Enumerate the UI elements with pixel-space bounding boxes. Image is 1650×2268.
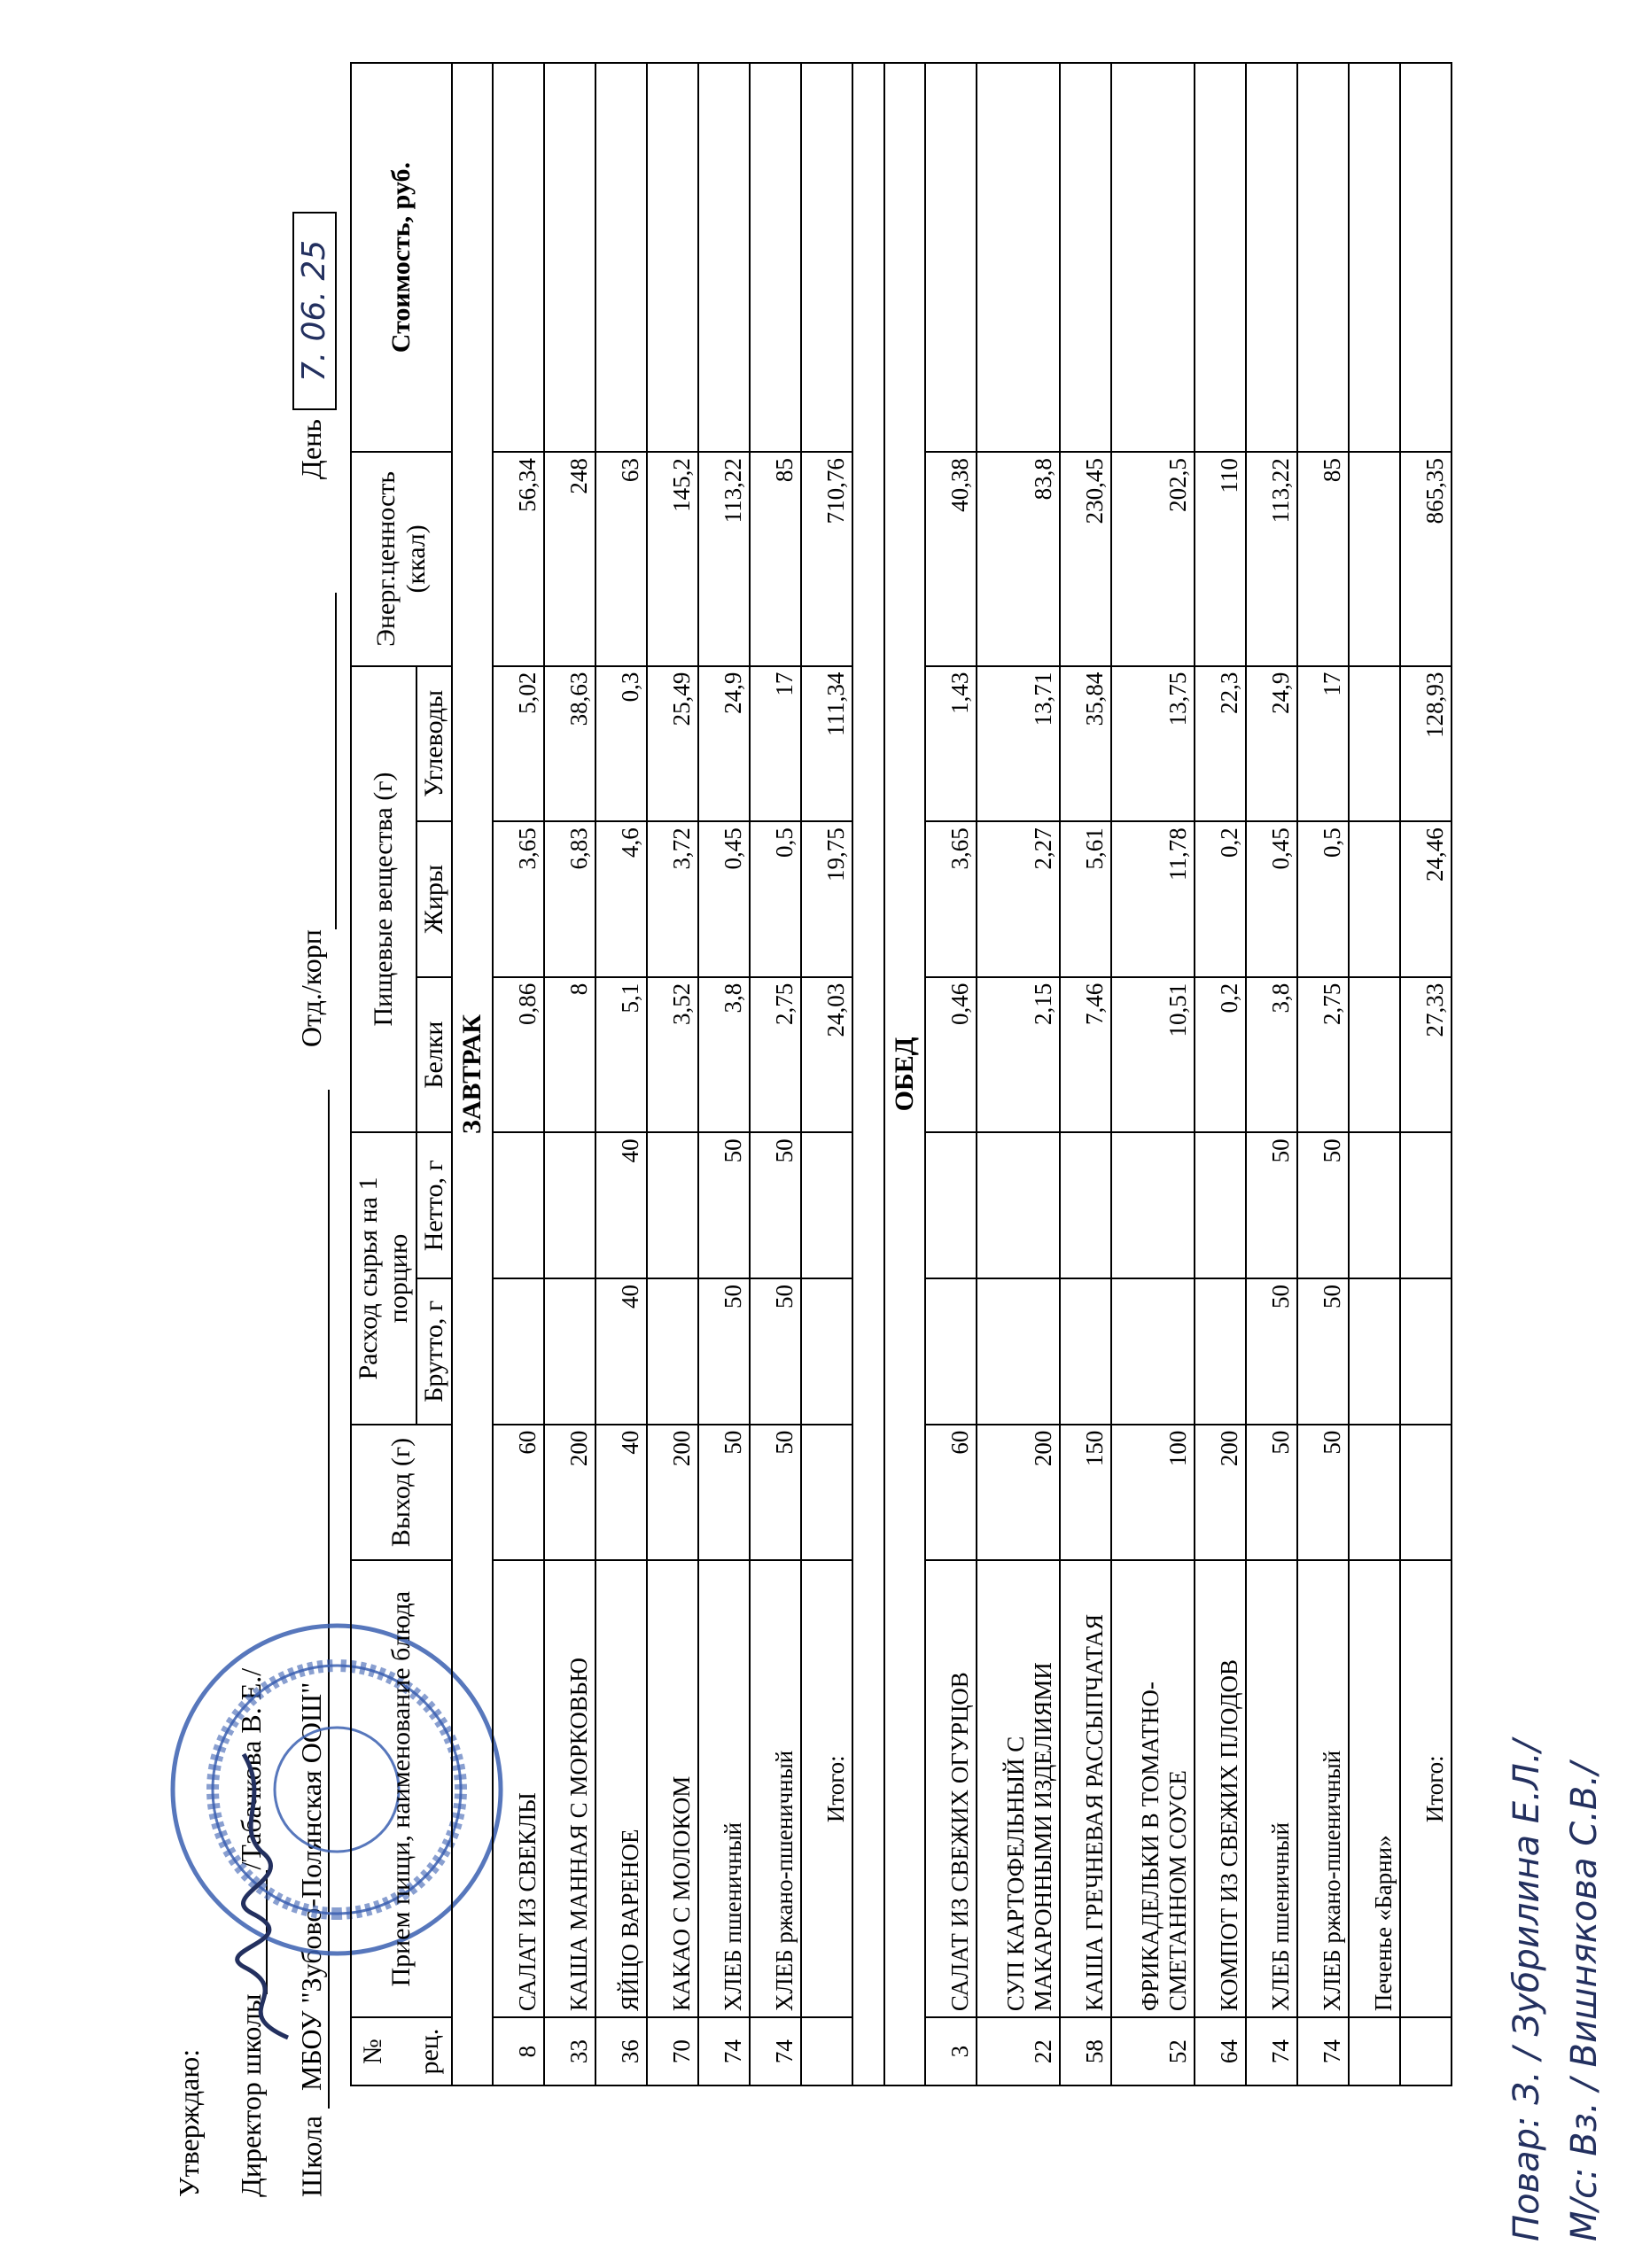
recipe-number	[1349, 2017, 1400, 2085]
energy-value: 85	[1297, 452, 1349, 665]
protein-value: 5,1	[595, 977, 647, 1133]
cost-value	[647, 63, 698, 452]
gross-header: Брутто, г	[416, 1278, 452, 1425]
breakfast-row	[750, 63, 801, 2085]
nutrients-header: Пищевые вещества (г)	[351, 666, 416, 1133]
gross-value	[544, 1278, 595, 1425]
gross-value: 50	[698, 1278, 750, 1425]
dept-label: Отд./корп	[295, 929, 328, 1048]
fat-value	[1349, 821, 1400, 977]
fat-value: 6,83	[544, 821, 595, 977]
fat-value: 5,61	[1060, 821, 1111, 977]
net-value	[977, 1132, 1060, 1278]
lunch-total-row: Итого: 27,33 24,46 128,93 865,35	[1400, 63, 1452, 2085]
lunch-row	[925, 63, 977, 2085]
energy-value: 63	[595, 452, 647, 665]
fat-value: 0,45	[698, 821, 750, 977]
cost-value	[1111, 63, 1195, 452]
dish-name: ХЛЕБ пшеничный	[1246, 1560, 1297, 2017]
fat-value: 11,78	[1111, 821, 1195, 977]
carbs-value: 13,75	[1111, 666, 1195, 822]
carbs-value: 17	[1297, 666, 1349, 822]
fat-header: Жиры	[416, 821, 452, 977]
lunch-row	[977, 63, 1060, 2085]
protein-value: 7,46	[1060, 977, 1111, 1133]
protein-value: 2,75	[1297, 977, 1349, 1133]
recipe-number: 36	[595, 2017, 647, 2085]
energy-value: 83,8	[977, 452, 1060, 665]
breakfast-row	[544, 63, 595, 2085]
director-signature	[208, 1745, 315, 2047]
dish-name: ХЛЕБ ржано-пшеничный	[750, 1560, 801, 2017]
output-value: 200	[544, 1425, 595, 1561]
dish-name: ФРИКАДЕЛЬКИ В ТОМАТНО-СМЕТАННОМ СОУСЕ	[1111, 1560, 1195, 2017]
carbs-value: 1,43	[925, 666, 977, 822]
output-value: 50	[698, 1425, 750, 1561]
gross-value: 50	[1297, 1278, 1349, 1425]
gross-value	[925, 1278, 977, 1425]
dish-name: КАША МАННАЯ С МОРКОВЬЮ	[544, 1560, 595, 2017]
gross-value	[647, 1278, 698, 1425]
energy-header: Энерг.ценность (ккал)	[351, 452, 452, 665]
gross-value	[1111, 1278, 1195, 1425]
fat-value: 0,5	[1297, 821, 1349, 977]
fat-value: 3,65	[493, 821, 544, 977]
recipe-number: 33	[544, 2017, 595, 2085]
output-value: 150	[1060, 1425, 1111, 1561]
net-header: Нетто, г	[416, 1132, 452, 1278]
fat-value: 0,2	[1195, 821, 1246, 977]
dish-name: КОМПОТ ИЗ СВЕЖИХ ПЛОДОВ	[1195, 1560, 1246, 2017]
dept-field	[303, 593, 337, 929]
carbs-value: 35,84	[1060, 666, 1111, 822]
cost-value	[595, 63, 647, 452]
output-value: 50	[750, 1425, 801, 1561]
dish-name: КАША ГРЕЧНЕВАЯ РАССЫПЧАТАЯ	[1060, 1560, 1111, 2017]
protein-value: 3,8	[698, 977, 750, 1133]
cost-value	[698, 63, 750, 452]
protein-value: 8	[544, 977, 595, 1133]
approve-label: Утверждаю:	[173, 2048, 205, 2197]
net-value: 50	[750, 1132, 801, 1278]
recipe-number: 8	[493, 2017, 544, 2085]
recipe-number: 70	[647, 2017, 698, 2085]
net-value	[544, 1132, 595, 1278]
carbs-value: 5,02	[493, 666, 544, 822]
cost-value	[977, 63, 1060, 452]
net-value	[493, 1132, 544, 1278]
carbs-value: 24,9	[698, 666, 750, 822]
fat-value: 3,72	[647, 821, 698, 977]
protein-value: 3,52	[647, 977, 698, 1133]
gross-value	[493, 1278, 544, 1425]
output-value: 200	[1195, 1425, 1246, 1561]
protein-value: 2,15	[977, 977, 1060, 1133]
section-breakfast: ЗАВТРАК	[452, 63, 493, 2085]
menu-table	[350, 62, 1452, 2086]
energy-value	[1349, 452, 1400, 665]
net-value: 40	[595, 1132, 647, 1278]
school-label: Школа	[295, 2116, 328, 2197]
carbs-value: 24,9	[1246, 666, 1297, 822]
director-name: /Табачкова В. Е./	[235, 1667, 267, 1870]
energy-value: 40,38	[925, 452, 977, 665]
dish-name: САЛАТ ИЗ СВЕЖИХ ОГУРЦОВ	[925, 1560, 977, 2017]
dish-name: САЛАТ ИЗ СВЕКЛЫ	[493, 1560, 544, 2017]
net-value	[1111, 1132, 1195, 1278]
breakfast-row	[647, 63, 698, 2085]
carbs-value: 38,63	[544, 666, 595, 822]
net-value: 50	[1297, 1132, 1349, 1278]
protein-value: 0,86	[493, 977, 544, 1133]
recipe-number: 74	[750, 2017, 801, 2085]
energy-value: 110	[1195, 452, 1246, 665]
rec-header: № рец.	[351, 2017, 452, 2085]
lunch-row	[1297, 63, 1349, 2085]
net-value	[647, 1132, 698, 1278]
net-value: 50	[698, 1132, 750, 1278]
gross-value: 50	[750, 1278, 801, 1425]
lunch-row	[1195, 63, 1246, 2085]
cost-value	[1060, 63, 1111, 452]
fat-value: 0,45	[1246, 821, 1297, 977]
protein-value	[1349, 977, 1400, 1133]
protein-value: 3,8	[1246, 977, 1297, 1133]
recipe-number: 52	[1111, 2017, 1195, 2085]
energy-value: 113,22	[1246, 452, 1297, 665]
net-value	[1349, 1132, 1400, 1278]
output-value: 100	[1111, 1425, 1195, 1561]
cook-signature-note: Повар: З. / Зубрилина Е.Л./	[1506, 1739, 1547, 2241]
day-value: 7. 06. 25	[292, 212, 337, 410]
gross-value	[1349, 1278, 1400, 1425]
dish-name: СУП КАРТОФЕЛЬНЫЙ С МАКАРОННЫМИ ИЗДЕЛИЯМИ	[977, 1560, 1060, 2017]
spacer-row	[852, 63, 884, 2085]
fat-value: 3,65	[925, 821, 977, 977]
net-value	[1060, 1132, 1111, 1278]
output-value: 60	[493, 1425, 544, 1561]
carbs-value: 13,71	[977, 666, 1060, 822]
dish-name: Печенье «Барни»	[1349, 1560, 1400, 2017]
output-header: Выход (г)	[351, 1425, 452, 1561]
energy-value: 230,45	[1060, 452, 1111, 665]
consumption-header: Расход сырья на 1 порцию	[351, 1132, 416, 1424]
lunch-row	[1111, 63, 1195, 2085]
cost-value	[925, 63, 977, 452]
carbs-value: 17	[750, 666, 801, 822]
net-value	[1195, 1132, 1246, 1278]
lunch-row	[1349, 63, 1400, 2085]
gross-value: 50	[1246, 1278, 1297, 1425]
dish-name: ХЛЕБ ржано-пшеничный	[1297, 1560, 1349, 2017]
header-row-1	[351, 63, 416, 2085]
output-value: 200	[647, 1425, 698, 1561]
breakfast-row	[493, 63, 544, 2085]
protein-value: 0,2	[1195, 977, 1246, 1133]
section-lunch: ОБЕД	[884, 63, 925, 2085]
dish-header: Прием пищи, наименование блюда	[351, 1560, 452, 2017]
output-value: 50	[1246, 1425, 1297, 1561]
cost-value	[1246, 63, 1297, 452]
cost-value	[1297, 63, 1349, 452]
recipe-number: 74	[1246, 2017, 1297, 2085]
director-label: Директор школы	[235, 1993, 267, 2197]
energy-value: 113,22	[698, 452, 750, 665]
recipe-number: 58	[1060, 2017, 1111, 2085]
nurse-signature-note: М/с: Вз. / Вишнякова С.В./	[1564, 1762, 1605, 2241]
breakfast-rows	[493, 63, 801, 2085]
output-value: 200	[977, 1425, 1060, 1561]
cost-value	[493, 63, 544, 452]
fat-value: 0,5	[750, 821, 801, 977]
output-value: 60	[925, 1425, 977, 1561]
net-value	[925, 1132, 977, 1278]
energy-value: 248	[544, 452, 595, 665]
carbs-value: 22,3	[1195, 666, 1246, 822]
gross-value: 40	[595, 1278, 647, 1425]
output-value: 50	[1297, 1425, 1349, 1561]
carbs-value: 25,49	[647, 666, 698, 822]
gross-value	[977, 1278, 1060, 1425]
protein-value: 2,75	[750, 977, 801, 1133]
output-value: 40	[595, 1425, 647, 1561]
breakfast-row	[698, 63, 750, 2085]
fat-value: 4,6	[595, 821, 647, 977]
gross-value	[1060, 1278, 1111, 1425]
carbs-value	[1349, 666, 1400, 822]
protein-value: 10,51	[1111, 977, 1195, 1133]
cost-header: Стоимость, руб.	[351, 63, 452, 452]
energy-value: 202,5	[1111, 452, 1195, 665]
school-name: МБОУ "Зубово-Полянская ООШ"	[295, 1090, 330, 2109]
lunch-rows	[925, 63, 1400, 2085]
protein-header: Белки	[416, 977, 452, 1133]
cost-value	[750, 63, 801, 452]
gross-value	[1195, 1278, 1246, 1425]
fat-value: 2,27	[977, 821, 1060, 977]
dish-name: КАКАО С МОЛОКОМ	[647, 1560, 698, 2017]
recipe-number: 3	[925, 2017, 977, 2085]
recipe-number: 74	[1297, 2017, 1349, 2085]
net-value: 50	[1246, 1132, 1297, 1278]
cost-value	[1349, 63, 1400, 452]
recipe-number: 64	[1195, 2017, 1246, 2085]
breakfast-total-row: Итого: 24,03 19,75 111,34 710,76	[801, 63, 852, 2085]
dish-name: ЯЙЦО ВАРЕНОЕ	[595, 1560, 647, 2017]
lunch-row	[1246, 63, 1297, 2085]
recipe-number: 74	[698, 2017, 750, 2085]
carbs-header: Углеводы	[416, 666, 452, 822]
protein-value: 0,46	[925, 977, 977, 1133]
cost-value	[544, 63, 595, 452]
energy-value: 56,34	[493, 452, 544, 665]
day-label: День	[295, 419, 328, 480]
cost-value	[1195, 63, 1246, 452]
output-value	[1349, 1425, 1400, 1561]
breakfast-row	[595, 63, 647, 2085]
dish-name: ХЛЕБ пшеничный	[698, 1560, 750, 2017]
carbs-value: 0,3	[595, 666, 647, 822]
energy-value: 145,2	[647, 452, 698, 665]
energy-value: 85	[750, 452, 801, 665]
lunch-row	[1060, 63, 1111, 2085]
recipe-number: 22	[977, 2017, 1060, 2085]
